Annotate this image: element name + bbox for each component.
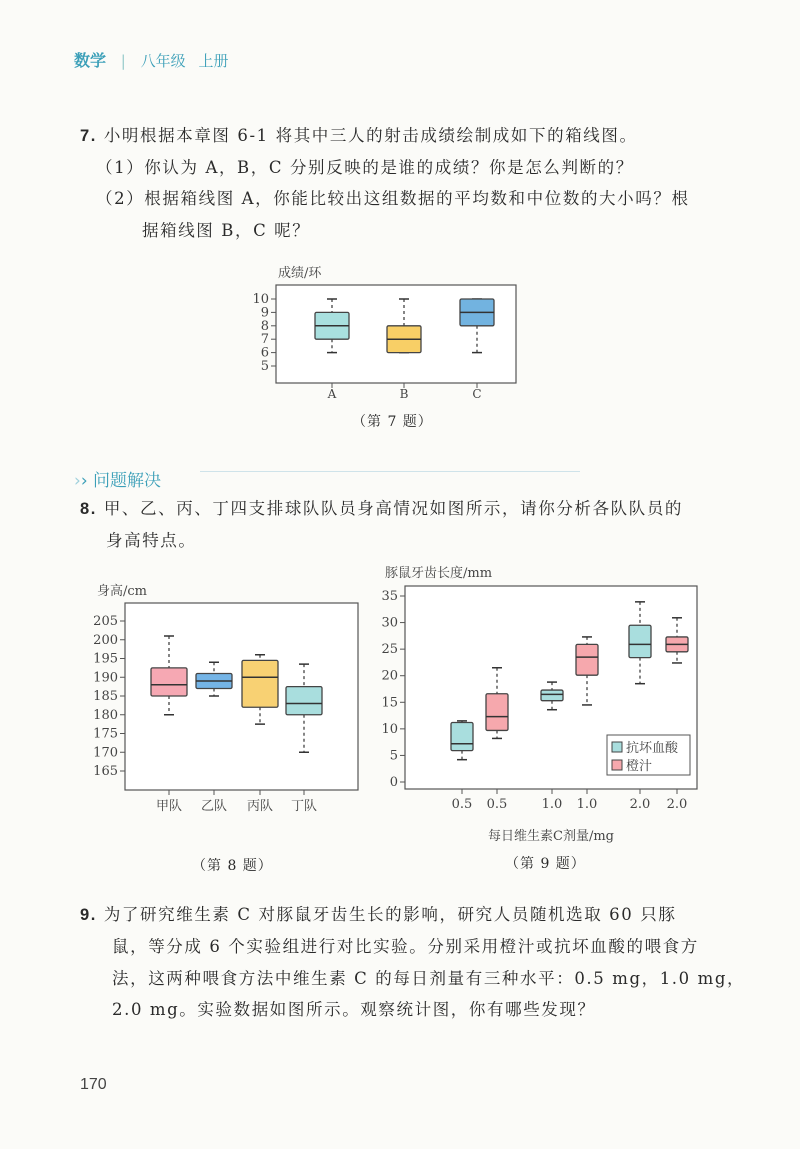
q8-number: 8. [80,500,97,518]
y-tick-label: 180 [93,707,118,723]
x-tick-label: 1.0 [541,797,563,812]
y-tick-label: 170 [93,745,118,761]
legend-swatch [612,760,622,770]
y-tick-label: 175 [93,726,118,742]
x-tick-label: 0.5 [451,797,473,812]
chart-q9-xlabel: 每日维生素C剂量/mg [488,829,614,844]
box-4 [576,644,598,675]
q7-caption: （第 7 题） [352,414,433,430]
q9-line3: 法，这两种喂食方法中维生素 C 的每日剂量有三种水平：0.5 mg，1.0 mg， [112,969,746,988]
header-separator: | [120,52,126,70]
q9-number: 9. [80,906,97,924]
y-tick-label: 10 [381,721,398,737]
q8-line2: 身高特点。 [106,531,197,550]
chart-q8-ylabel: 身高/cm [97,584,147,599]
x-tick-label: 1.0 [576,797,598,812]
x-tick-label: 2.0 [666,797,688,812]
legend-label: 橙汁 [626,759,653,774]
chart-q8-boxplot [93,583,358,814]
x-tick-label: 丙队 [246,799,274,814]
header-volume: 上册 [198,52,229,70]
y-tick-label: 20 [381,668,398,684]
q9-line4: 2.0 mg。实验数据如图所示。观察统计图，你有哪些发现？ [112,1000,596,1019]
x-tick-label: B [399,387,409,401]
q9-text: 为了研究维生素 C 对豚鼠牙齿生长的影响，研究人员随机选取 60 只豚 [103,905,677,924]
q7-part2-line2: 据箱线图 B，C 呢？ [142,221,311,240]
y-tick-label: 30 [381,615,398,631]
legend-swatch [612,742,622,752]
y-tick-label: 200 [93,632,118,648]
q7-stem-text: 小明根据本章图 6-1 将其中三人的射击成绩绘制成如下的箱线图。 [103,126,638,145]
box-1 [151,668,187,696]
header-subject: 数学 [74,51,107,70]
y-tick-label: 15 [381,695,398,711]
y-tick-label: 10 [252,292,269,307]
y-tick-label: 6 [260,345,269,361]
legend-label: 抗坏血酸 [626,741,679,756]
q8-text: 甲、乙、丙、丁四支排球队队员身高情况如图所示，请你分析各队队员的 [103,499,684,518]
x-tick-label: 丁队 [290,799,318,814]
y-tick-label: 5 [260,359,269,374]
section-title: 问题解决 [93,471,162,491]
box-1 [451,722,473,750]
x-tick-label: C [472,387,482,401]
q9-line2: 鼠，等分成 6 个实验组进行对比实验。分别采用橙汁或抗坏血酸的喂食方 [112,937,699,956]
y-tick-label: 185 [93,689,118,704]
x-tick-label: 0.5 [486,797,508,812]
y-tick-label: 35 [381,589,398,604]
y-tick-label: 25 [381,642,398,658]
q7-part1: （1）你认为 A，B，C 分别反映的是谁的成绩？你是怎么判断的？ [96,158,634,177]
chart-q7-boxplot [252,265,516,401]
y-tick-label: 8 [260,318,269,334]
chevron-right-icon: › [80,471,88,491]
q7-number: 7. [80,127,97,145]
box-4 [286,687,322,715]
y-tick-label: 205 [93,614,118,629]
chart-q7-ylabel: 成绩/环 [278,266,322,281]
box-2 [486,694,508,731]
x-tick-label: 甲队 [155,799,183,814]
x-tick-label: A [327,387,337,401]
q7-part2-line1: （2）根据箱线图 A，你能比较出这组数据的平均数和中位数的大小吗？根 [96,189,690,208]
y-tick-label: 190 [93,670,118,686]
header-grade: 八年级 [140,52,186,70]
box-5 [629,625,651,657]
y-tick-label: 195 [93,651,118,667]
q9-caption: （第 9 题） [505,856,586,872]
x-tick-label: 2.0 [629,797,651,812]
y-tick-label: 7 [260,332,269,348]
q8-caption: （第 8 题） [192,858,273,874]
y-tick-label: 5 [389,748,398,764]
y-tick-label: 9 [260,305,269,321]
y-tick-label: 0 [389,775,398,790]
chevron-right-icon: › [74,471,81,491]
x-tick-label: 乙队 [200,799,228,814]
page-number: 170 [80,1076,107,1093]
box-3 [541,690,563,701]
chart-q9-boxplot [381,565,697,844]
chart-q9-ylabel: 豚鼠牙齿长度/mm [385,566,493,581]
box-3 [242,660,278,707]
y-tick-label: 165 [93,764,118,779]
